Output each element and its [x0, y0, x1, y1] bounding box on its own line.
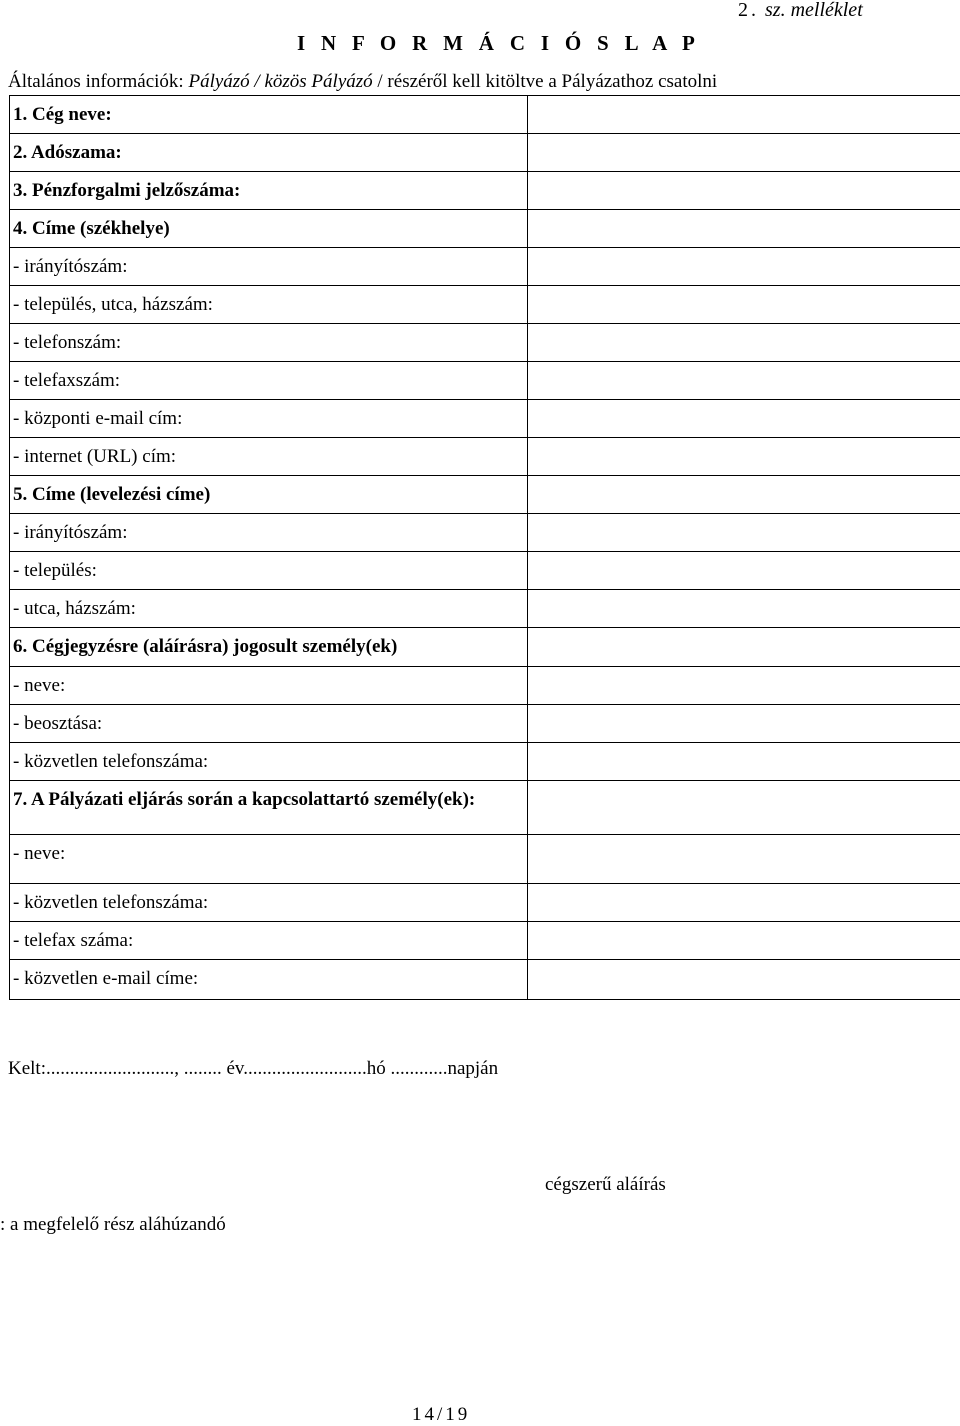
- form-row: [10, 835, 960, 884]
- form-row-label: - telefaxszám:: [10, 362, 528, 400]
- form-row-value-field[interactable]: [528, 590, 960, 628]
- general-info-suffix: / részéről kell kitöltve a Pályázathoz csatolni: [373, 71, 718, 92]
- form-row-label: - település:: [10, 552, 528, 590]
- form-row: [10, 96, 960, 134]
- form-row: [10, 362, 960, 400]
- form-row-label: 4. Címe (székhelye): [10, 210, 528, 248]
- page-title: I N F O R M Á C I Ó S L A P: [297, 31, 700, 56]
- form-row-label: - közvetlen e-mail címe:: [10, 960, 528, 1000]
- general-info-parties: Pályázó / közös Pályázó: [188, 71, 372, 92]
- form-row-value-field[interactable]: [528, 324, 960, 362]
- form-row-label: - irányítószám:: [10, 514, 528, 552]
- form-row: [10, 552, 960, 590]
- form-row: [10, 628, 960, 667]
- form-row: [10, 400, 960, 438]
- form-row-label: - település, utca, házszám:: [10, 286, 528, 324]
- form-row: [10, 884, 960, 922]
- form-row-value-field[interactable]: [528, 743, 960, 781]
- form-row-value-field[interactable]: [528, 400, 960, 438]
- form-row-value-field[interactable]: [528, 835, 960, 884]
- form-row-value-field[interactable]: [528, 922, 960, 960]
- form-row: [10, 514, 960, 552]
- form-row-label: - neve:: [10, 667, 528, 705]
- form-row-label: - telefax száma:: [10, 922, 528, 960]
- form-row-value-field[interactable]: [528, 960, 960, 1000]
- form-row: [10, 705, 960, 743]
- form-row-value-field[interactable]: [528, 667, 960, 705]
- form-row-label: - beosztása:: [10, 705, 528, 743]
- form-row-value-field[interactable]: [528, 628, 960, 667]
- form-row-label: - központi e-mail cím:: [10, 400, 528, 438]
- page-number: 14/19: [412, 1404, 470, 1426]
- form-row: [10, 286, 960, 324]
- form-row-value-field[interactable]: [528, 286, 960, 324]
- form-row-label: - irányítószám:: [10, 248, 528, 286]
- form-row: [10, 210, 960, 248]
- form-row-value-field[interactable]: [528, 362, 960, 400]
- form-row-value-field[interactable]: [528, 210, 960, 248]
- form-row: [10, 172, 960, 210]
- annex-number: 2.: [738, 0, 759, 21]
- form-row: [10, 781, 960, 835]
- form-row: [10, 324, 960, 362]
- form-row: [10, 922, 960, 960]
- form-row: [10, 476, 960, 514]
- general-info: [8, 71, 717, 93]
- annex-text: sz. melléklet: [765, 0, 863, 21]
- form-row-label: - internet (URL) cím:: [10, 438, 528, 476]
- form-row-label: - neve:: [10, 835, 528, 884]
- form-row-value-field[interactable]: [528, 134, 960, 172]
- form-row-value-field[interactable]: [528, 172, 960, 210]
- form-row-value-field[interactable]: [528, 514, 960, 552]
- form-row-value-field[interactable]: [528, 476, 960, 514]
- form-row-label: - telefonszám:: [10, 324, 528, 362]
- form-row: [10, 134, 960, 172]
- form-row-label: 6. Cégjegyzésre (aláírásra) jogosult személy(ek): [10, 628, 528, 667]
- form-row: [10, 960, 960, 1000]
- annex-label: [738, 0, 863, 22]
- form-row-label: 7. A Pályázati eljárás során a kapcsolattartó személy(ek):: [10, 781, 528, 835]
- form-row-label: - közvetlen telefonszáma:: [10, 743, 528, 781]
- general-info-prefix: Általános információk:: [8, 71, 188, 92]
- signature-label: cégszerű aláírás: [545, 1174, 666, 1196]
- form-row-label: 1. Cég neve:: [10, 96, 528, 134]
- form-row-value-field[interactable]: [528, 781, 960, 835]
- form-row-label: 2. Adószama:: [10, 134, 528, 172]
- form-row-label: 5. Címe (levelezési címe): [10, 476, 528, 514]
- form-row: [10, 590, 960, 628]
- form-row: [10, 667, 960, 705]
- form-row-value-field[interactable]: [528, 552, 960, 590]
- form-row: [10, 248, 960, 286]
- form-row-value-field[interactable]: [528, 96, 960, 134]
- footnote: : a megfelelő rész aláhúzandó: [0, 1214, 226, 1236]
- form-row-value-field[interactable]: [528, 248, 960, 286]
- form-row: [10, 743, 960, 781]
- form-row-value-field[interactable]: [528, 884, 960, 922]
- form-row: [10, 438, 960, 476]
- form-row-label: - közvetlen telefonszáma:: [10, 884, 528, 922]
- form-row-label: - utca, házszám:: [10, 590, 528, 628]
- info-form-table: [9, 95, 960, 1000]
- date-line: Kelt:..........................., ........ év..........................hó ............napján: [8, 1058, 498, 1080]
- form-row-value-field[interactable]: [528, 705, 960, 743]
- form-row-label: 3. Pénzforgalmi jelzőszáma:: [10, 172, 528, 210]
- form-row-value-field[interactable]: [528, 438, 960, 476]
